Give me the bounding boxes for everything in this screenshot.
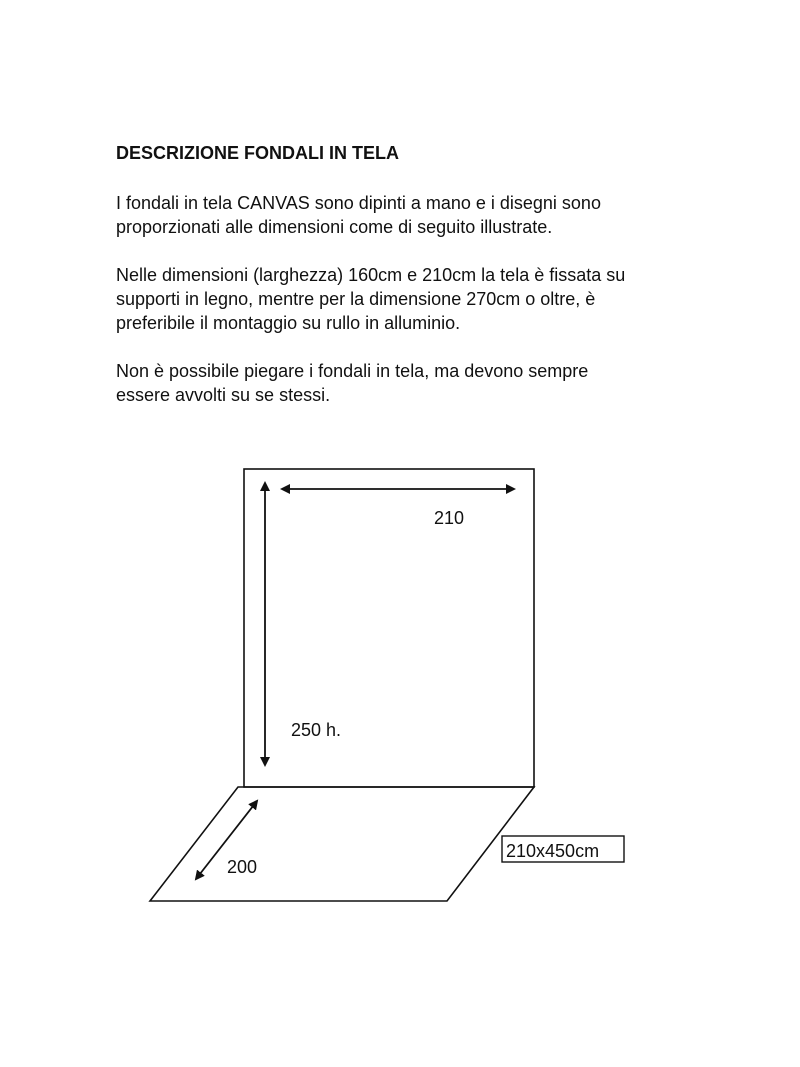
paragraph-line: essere avvolti su se stessi. <box>116 385 331 405</box>
floor-panel <box>150 787 534 901</box>
height-label: 250 h. <box>291 720 342 740</box>
paragraph-line: supporti in legno, mentre per la dimensione 270cm o oltre, è <box>116 289 596 309</box>
paragraph-line: Non è possibile piegare i fondali in tela, ma devono sempre <box>116 361 589 381</box>
size-label: 210x450cm <box>506 841 600 861</box>
document-title: DESCRIZIONE FONDALI IN TELA <box>116 143 399 163</box>
paragraph-line: I fondali in tela CANVAS sono dipinti a mano e i disegni sono <box>116 193 601 213</box>
depth-label: 200 <box>227 857 258 877</box>
backdrop-panel <box>244 469 534 787</box>
paragraph-line: preferibile il montaggio su rullo in alluminio. <box>116 313 461 333</box>
paragraph-line: Nelle dimensioni (larghezza) 160cm e 210cm la tela è fissata su <box>116 265 626 285</box>
width-label: 210 <box>434 508 465 528</box>
paragraph-line: proporzionati alle dimensioni come di seguito illustrate. <box>116 217 553 237</box>
